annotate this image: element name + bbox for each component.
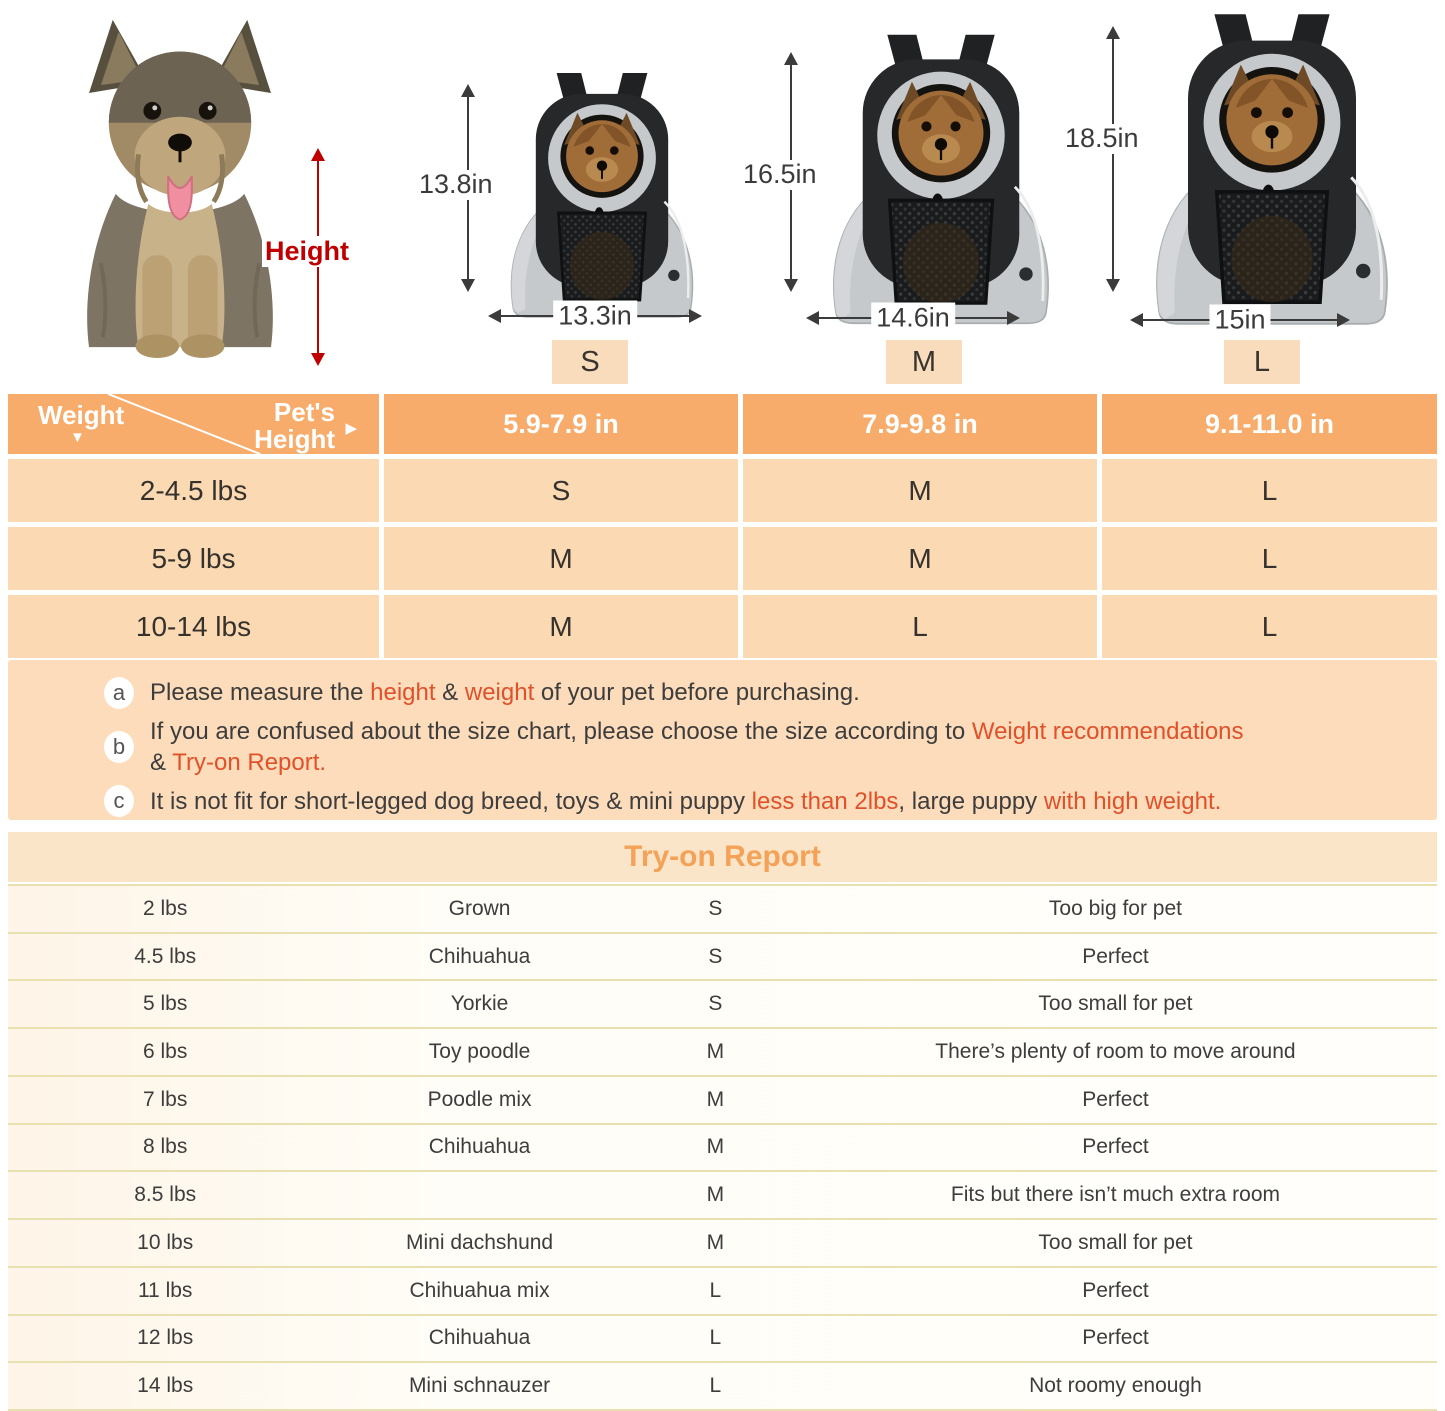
tryon-comment-cell: Perfect <box>1082 1326 1149 1350</box>
tryon-size-cell: L <box>709 1278 722 1302</box>
yorkie-dog-photo <box>30 6 330 362</box>
tryon-comment-cell: Fits but there isn’t much extra room <box>950 1183 1281 1207</box>
table-row <box>8 1220 1437 1268</box>
tryon-size-cell: M <box>706 1183 725 1207</box>
pet-height-axis-label <box>254 399 335 454</box>
table-row <box>8 886 1437 934</box>
dog-height-label: Height <box>262 236 352 267</box>
tryon-weight-cell: 6 lbs <box>143 1040 188 1064</box>
tryon-breed-cell: Chihuahua mix <box>409 1278 550 1302</box>
tryon-weight-cell: 12 lbs <box>137 1326 194 1350</box>
note-c-highlight: less than 2lbs <box>751 787 899 815</box>
tryon-weight-cell: 7 lbs <box>143 1087 188 1111</box>
table-row <box>8 934 1437 982</box>
tryon-weight-cell: 14 lbs <box>137 1374 194 1398</box>
tryon-weight-cell: 8.5 lbs <box>134 1183 197 1207</box>
tryon-weight-cell: 11 lbs <box>137 1278 193 1302</box>
tryon-report-title: Try-on Report <box>8 832 1437 882</box>
table-row <box>8 981 1437 1029</box>
height-column-header: 5.9-7.9 in <box>384 394 738 454</box>
note-c-highlight: with high weight. <box>1043 787 1222 815</box>
note-a-highlight: weight <box>464 679 535 707</box>
tryon-breed-cell: Chihuahua <box>428 1326 531 1350</box>
backpack-illustration <box>498 54 706 336</box>
l-width-arrow <box>1130 304 1350 335</box>
size-chip-s: S <box>552 340 628 384</box>
weight-axis-arrow-icon: ▼ <box>70 429 85 446</box>
s-height-value: 13.8in <box>416 170 496 200</box>
note-a-text <box>150 677 860 708</box>
s-width-value: 13.3in <box>553 301 637 332</box>
tryon-comment-cell: Too small for pet <box>1038 992 1193 1016</box>
note-a-marker: a <box>104 677 134 709</box>
tryon-size-cell: M <box>706 1040 725 1064</box>
backpack-illustration <box>1140 0 1404 338</box>
size-matrix-corner-cell <box>8 394 379 454</box>
note-b-marker: b <box>104 731 134 763</box>
table-row <box>8 1316 1437 1364</box>
tryon-size-cell: S <box>708 896 723 920</box>
l-height-arrow <box>1105 26 1121 292</box>
m-height-value: 16.5in <box>740 160 820 190</box>
tryon-size-cell: L <box>709 1374 722 1398</box>
l-width-value: 15in <box>1209 305 1270 336</box>
table-row <box>8 1172 1437 1220</box>
recommended-size-cell: L <box>1102 595 1437 658</box>
tryon-breed-cell: Toy poodle <box>428 1040 531 1064</box>
tryon-weight-cell: 8 lbs <box>143 1135 188 1159</box>
tryon-weight-cell: 4.5 lbs <box>134 944 197 968</box>
tryon-breed-cell: Mini dachshund <box>406 1230 554 1254</box>
note-a-part: & <box>435 679 465 707</box>
note-c-marker: c <box>104 785 134 817</box>
height-column-header: 7.9-9.8 in <box>743 394 1097 454</box>
tryon-comment-cell: Perfect <box>1082 1087 1149 1111</box>
table-row <box>8 1125 1437 1173</box>
tryon-weight-cell: 10 lbs <box>137 1230 194 1254</box>
note-b-highlight: Try-on Report. <box>172 749 327 777</box>
note-b-text <box>150 716 1244 778</box>
weight-range-cell: 2-4.5 lbs <box>8 459 379 522</box>
recommended-size-cell: M <box>743 527 1097 590</box>
tryon-breed-cell: Grown <box>448 896 511 920</box>
size-matrix-table <box>8 394 1437 658</box>
note-b <box>104 716 1413 778</box>
size-chip-l: L <box>1224 340 1300 384</box>
note-a-highlight: height <box>370 679 436 707</box>
weight-range-cell: 5-9 lbs <box>8 527 379 590</box>
tryon-size-cell: M <box>706 1230 725 1254</box>
recommended-size-cell: M <box>743 459 1097 522</box>
tryon-size-cell: M <box>706 1135 725 1159</box>
tryon-breed-cell: Mini schnauzer <box>408 1374 551 1398</box>
tryon-comment-cell: Too big for pet <box>1048 896 1182 920</box>
note-a-part: Please measure the <box>150 679 371 707</box>
table-row <box>8 1077 1437 1125</box>
note-b-highlight: Weight recommendations <box>971 718 1244 745</box>
tryon-comment-cell: Too small for pet <box>1038 1230 1193 1254</box>
note-c-text <box>150 786 1221 817</box>
tryon-comment-cell: Not roomy enough <box>1029 1374 1202 1398</box>
note-c-part: , large puppy <box>898 787 1044 815</box>
recommended-size-cell: L <box>1102 527 1437 590</box>
weight-range-cell: 10-14 lbs <box>8 595 379 658</box>
pet-height-axis-arrow-icon: ▶ <box>345 420 357 437</box>
tryon-comment-cell: Perfect <box>1082 1135 1149 1159</box>
size-chip-m: M <box>886 340 962 384</box>
table-row <box>8 1029 1437 1077</box>
figure-section <box>0 0 1445 394</box>
tryon-size-cell: L <box>709 1326 722 1350</box>
tryon-breed-cell: Poodle mix <box>427 1087 532 1111</box>
m-width-arrow <box>806 302 1020 333</box>
note-b-part: If you are confused about the size chart, please choose the size according to <box>150 718 972 745</box>
tryon-breed-cell: Yorkie <box>450 992 509 1016</box>
pet-height-axis-line1: Pet's <box>273 397 335 427</box>
tryon-report-table <box>8 884 1437 1411</box>
table-row <box>8 1363 1437 1411</box>
tryon-weight-cell: 2 lbs <box>143 896 188 920</box>
tryon-breed-cell: Chihuahua <box>428 944 531 968</box>
backpack-illustration <box>818 22 1064 336</box>
weight-axis-label: Weight <box>38 400 125 430</box>
pet-height-axis-line2: Height <box>254 424 335 454</box>
notes-panel <box>8 660 1437 820</box>
tryon-breed-cell: Chihuahua <box>428 1135 531 1159</box>
recommended-size-cell: L <box>1102 459 1437 522</box>
recommended-size-cell: L <box>743 595 1097 658</box>
s-width-arrow <box>488 300 702 331</box>
tryon-size-cell: M <box>706 1087 725 1111</box>
tryon-size-cell: S <box>708 992 723 1016</box>
note-a <box>104 677 1413 709</box>
tryon-comment-cell: Perfect <box>1082 944 1149 968</box>
note-b-part: & <box>150 749 173 777</box>
tryon-comment-cell: Perfect <box>1082 1278 1149 1302</box>
l-height-value: 18.5in <box>1062 124 1142 154</box>
recommended-size-cell: M <box>384 595 738 658</box>
note-c-part: It is not fit for short-legged dog breed, toys & mini puppy <box>150 787 752 815</box>
note-c <box>104 785 1413 817</box>
recommended-size-cell: M <box>384 527 738 590</box>
tryon-comment-cell: There’s plenty of room to move around <box>935 1040 1296 1064</box>
tryon-size-cell: S <box>708 944 723 968</box>
tryon-weight-cell: 5 lbs <box>143 992 188 1016</box>
height-column-header: 9.1-11.0 in <box>1102 394 1437 454</box>
note-a-part: of your pet before purchasing. <box>534 679 860 707</box>
m-width-value: 14.6in <box>871 303 955 334</box>
recommended-size-cell: S <box>384 459 738 522</box>
table-row <box>8 1268 1437 1316</box>
